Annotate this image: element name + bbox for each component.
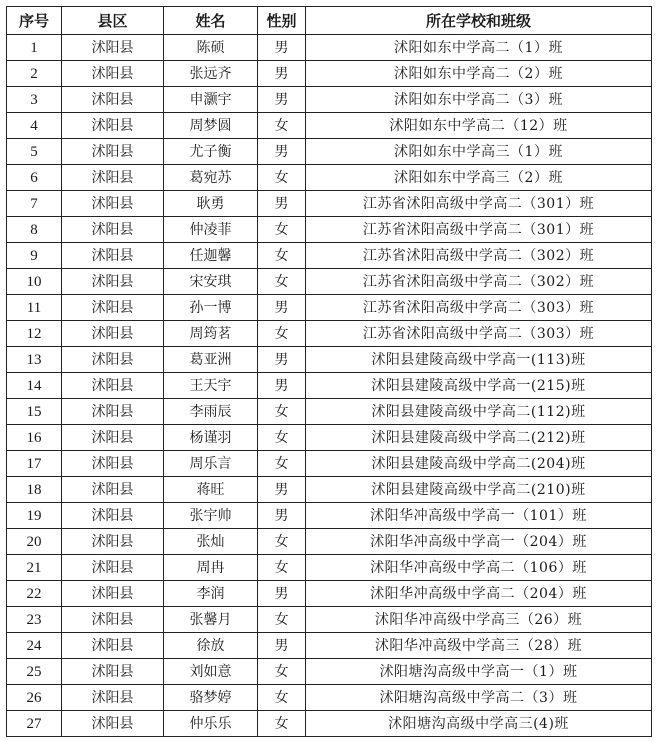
cell-gender: 女: [258, 451, 306, 477]
cell-county: 沭阳县: [62, 555, 164, 581]
cell-county: 沭阳县: [62, 607, 164, 633]
cell-county: 沭阳县: [62, 373, 164, 399]
cell-gender: 女: [258, 243, 306, 269]
cell-county: 沭阳县: [62, 451, 164, 477]
student-roster-table: [6, 6, 652, 737]
cell-school-class: 沭阳县建陵高级中学高一(113)班: [306, 347, 652, 373]
cell-county: 沭阳县: [62, 399, 164, 425]
header-county: 县区: [62, 7, 164, 35]
cell-name: 蒋旺: [164, 477, 258, 503]
cell-index: 23: [7, 607, 62, 633]
cell-school-class: 沭阳华冲高级中学高二（106）班: [306, 555, 652, 581]
cell-gender: 女: [258, 269, 306, 295]
table-row: [7, 165, 652, 191]
cell-gender: 男: [258, 347, 306, 373]
cell-county: 沭阳县: [62, 659, 164, 685]
cell-school-class: 江苏省沭阳高级中学高二（302）班: [306, 243, 652, 269]
cell-county: 沭阳县: [62, 113, 164, 139]
cell-name: 尤子衡: [164, 139, 258, 165]
cell-gender: 女: [258, 165, 306, 191]
table-row: [7, 711, 652, 737]
cell-index: 10: [7, 269, 62, 295]
cell-name: 刘如意: [164, 659, 258, 685]
cell-gender: 男: [258, 477, 306, 503]
cell-county: 沭阳县: [62, 61, 164, 87]
cell-index: 27: [7, 711, 62, 737]
cell-gender: 女: [258, 685, 306, 711]
table-row: [7, 425, 652, 451]
cell-county: 沭阳县: [62, 711, 164, 737]
cell-index: 22: [7, 581, 62, 607]
cell-county: 沭阳县: [62, 243, 164, 269]
cell-county: 沭阳县: [62, 165, 164, 191]
header-school-class: 所在学校和班级: [306, 7, 652, 35]
cell-index: 12: [7, 321, 62, 347]
cell-school-class: 沭阳县建陵高级中学高一(215)班: [306, 373, 652, 399]
cell-index: 11: [7, 295, 62, 321]
cell-county: 沭阳县: [62, 581, 164, 607]
cell-index: 5: [7, 139, 62, 165]
table-row: [7, 87, 652, 113]
cell-school-class: 沭阳华冲高级中学高一（101）班: [306, 503, 652, 529]
table-row: [7, 295, 652, 321]
cell-school-class: 沭阳塘沟高级中学高三(4)班: [306, 711, 652, 737]
cell-index: 19: [7, 503, 62, 529]
cell-name: 李润: [164, 581, 258, 607]
table-row: [7, 685, 652, 711]
cell-school-class: 沭阳华冲高级中学高三（28）班: [306, 633, 652, 659]
cell-name: 张馨月: [164, 607, 258, 633]
cell-gender: 男: [258, 373, 306, 399]
cell-county: 沭阳县: [62, 87, 164, 113]
cell-gender: 男: [258, 295, 306, 321]
cell-school-class: 沭阳塘沟高级中学高二（3）班: [306, 685, 652, 711]
cell-index: 17: [7, 451, 62, 477]
cell-name: 李雨辰: [164, 399, 258, 425]
cell-name: 孙一博: [164, 295, 258, 321]
table-row: [7, 399, 652, 425]
cell-name: 张灿: [164, 529, 258, 555]
cell-gender: 男: [258, 191, 306, 217]
cell-gender: 女: [258, 425, 306, 451]
table-row: [7, 217, 652, 243]
cell-gender: 男: [258, 633, 306, 659]
cell-index: 7: [7, 191, 62, 217]
cell-name: 仲乐乐: [164, 711, 258, 737]
table-header-row: [7, 7, 652, 35]
cell-index: 6: [7, 165, 62, 191]
cell-index: 3: [7, 87, 62, 113]
cell-name: 陈硕: [164, 35, 258, 61]
header-gender: 性别: [258, 7, 306, 35]
cell-school-class: 沭阳如东中学高二（1）班: [306, 35, 652, 61]
cell-name: 徐放: [164, 633, 258, 659]
table-body: [7, 35, 652, 737]
cell-school-class: 沭阳塘沟高级中学高一（1）班: [306, 659, 652, 685]
table-row: [7, 555, 652, 581]
table-row: [7, 243, 652, 269]
table-row: [7, 451, 652, 477]
cell-name: 仲凌菲: [164, 217, 258, 243]
cell-index: 21: [7, 555, 62, 581]
cell-name: 周筠茗: [164, 321, 258, 347]
cell-gender: 男: [258, 35, 306, 61]
cell-school-class: 沭阳华冲高级中学高三（26）班: [306, 607, 652, 633]
cell-county: 沭阳县: [62, 139, 164, 165]
table-row: [7, 659, 652, 685]
document-page: [6, 6, 651, 735]
cell-county: 沭阳县: [62, 477, 164, 503]
cell-school-class: 沭阳华冲高级中学高二（204）班: [306, 581, 652, 607]
cell-gender: 女: [258, 659, 306, 685]
cell-index: 25: [7, 659, 62, 685]
cell-name: 王天宇: [164, 373, 258, 399]
cell-name: 任迦馨: [164, 243, 258, 269]
cell-index: 18: [7, 477, 62, 503]
cell-index: 2: [7, 61, 62, 87]
cell-name: 葛宛苏: [164, 165, 258, 191]
cell-school-class: 沭阳华冲高级中学高一（204）班: [306, 529, 652, 555]
table-row: [7, 113, 652, 139]
cell-school-class: 沭阳如东中学高三（2）班: [306, 165, 652, 191]
table-row: [7, 633, 652, 659]
cell-school-class: 沭阳县建陵高级中学高二(204)班: [306, 451, 652, 477]
cell-school-class: 沭阳如东中学高二（12）班: [306, 113, 652, 139]
cell-school-class: 江苏省沭阳高级中学高二（301）班: [306, 217, 652, 243]
table-row: [7, 373, 652, 399]
cell-school-class: 沭阳如东中学高二（2）班: [306, 61, 652, 87]
cell-gender: 男: [258, 581, 306, 607]
cell-school-class: 江苏省沭阳高级中学高二（301）班: [306, 191, 652, 217]
cell-index: 20: [7, 529, 62, 555]
cell-gender: 女: [258, 113, 306, 139]
cell-gender: 女: [258, 711, 306, 737]
cell-index: 26: [7, 685, 62, 711]
cell-name: 周梦圆: [164, 113, 258, 139]
cell-index: 16: [7, 425, 62, 451]
cell-county: 沭阳县: [62, 295, 164, 321]
cell-name: 周乐言: [164, 451, 258, 477]
cell-name: 葛亚洲: [164, 347, 258, 373]
cell-index: 1: [7, 35, 62, 61]
cell-gender: 男: [258, 139, 306, 165]
cell-gender: 女: [258, 607, 306, 633]
cell-school-class: 江苏省沭阳高级中学高二（303）班: [306, 295, 652, 321]
cell-index: 15: [7, 399, 62, 425]
cell-name: 申灏宇: [164, 87, 258, 113]
cell-index: 14: [7, 373, 62, 399]
table-row: [7, 139, 652, 165]
cell-gender: 男: [258, 87, 306, 113]
cell-county: 沭阳县: [62, 633, 164, 659]
cell-name: 骆梦婷: [164, 685, 258, 711]
cell-name: 杨谨羽: [164, 425, 258, 451]
table-row: [7, 477, 652, 503]
table-row: [7, 321, 652, 347]
cell-school-class: 沭阳县建陵高级中学高二(112)班: [306, 399, 652, 425]
cell-gender: 女: [258, 321, 306, 347]
table-row: [7, 581, 652, 607]
cell-school-class: 沭阳县建陵高级中学高二(212)班: [306, 425, 652, 451]
cell-name: 宋安琪: [164, 269, 258, 295]
table-row: [7, 503, 652, 529]
cell-name: 张远齐: [164, 61, 258, 87]
cell-county: 沭阳县: [62, 217, 164, 243]
header-index: 序号: [7, 7, 62, 35]
cell-index: 9: [7, 243, 62, 269]
cell-gender: 男: [258, 61, 306, 87]
cell-gender: 女: [258, 555, 306, 581]
cell-school-class: 沭阳如东中学高三（1）班: [306, 139, 652, 165]
cell-name: 张宇帅: [164, 503, 258, 529]
table-row: [7, 529, 652, 555]
table-row: [7, 347, 652, 373]
cell-index: 24: [7, 633, 62, 659]
cell-county: 沭阳县: [62, 347, 164, 373]
cell-county: 沭阳县: [62, 269, 164, 295]
table-row: [7, 191, 652, 217]
header-name: 姓名: [164, 7, 258, 35]
cell-gender: 女: [258, 529, 306, 555]
cell-name: 周冉: [164, 555, 258, 581]
cell-county: 沭阳县: [62, 35, 164, 61]
cell-name: 耿勇: [164, 191, 258, 217]
cell-county: 沭阳县: [62, 503, 164, 529]
table-row: [7, 61, 652, 87]
table-row: [7, 607, 652, 633]
cell-county: 沭阳县: [62, 425, 164, 451]
table-row: [7, 35, 652, 61]
cell-gender: 男: [258, 503, 306, 529]
cell-gender: 女: [258, 399, 306, 425]
cell-index: 8: [7, 217, 62, 243]
cell-county: 沭阳县: [62, 321, 164, 347]
cell-school-class: 沭阳如东中学高二（3）班: [306, 87, 652, 113]
cell-index: 13: [7, 347, 62, 373]
cell-county: 沭阳县: [62, 191, 164, 217]
cell-school-class: 江苏省沭阳高级中学高二（303）班: [306, 321, 652, 347]
cell-gender: 女: [258, 217, 306, 243]
cell-county: 沭阳县: [62, 685, 164, 711]
cell-school-class: 江苏省沭阳高级中学高二（302）班: [306, 269, 652, 295]
cell-county: 沭阳县: [62, 529, 164, 555]
cell-index: 4: [7, 113, 62, 139]
table-row: [7, 269, 652, 295]
cell-school-class: 沭阳县建陵高级中学高二(210)班: [306, 477, 652, 503]
